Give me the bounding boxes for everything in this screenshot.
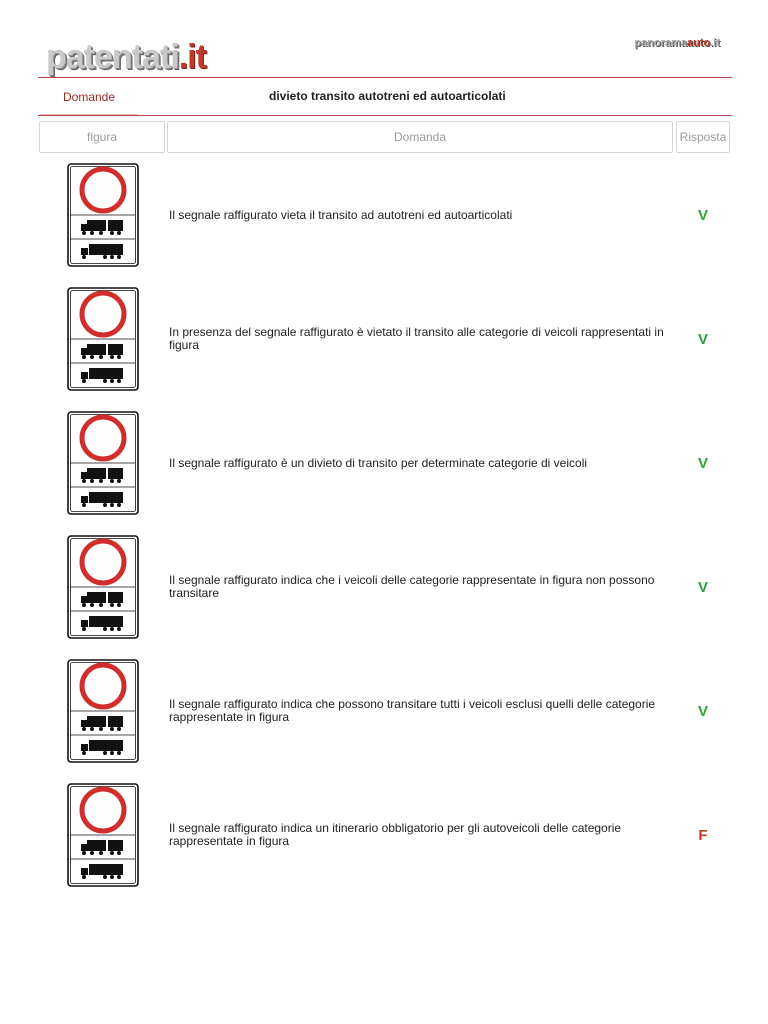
table-row (0, 411, 768, 515)
table-row (0, 535, 768, 639)
answer-value: V (697, 578, 708, 596)
table-row (0, 659, 768, 763)
column-header-question: Domanda (167, 121, 673, 153)
answer-value: F (698, 826, 708, 844)
tab-domande[interactable]: Domande (40, 80, 138, 116)
answer-value: V (697, 702, 708, 720)
no-transit-trucks-sign-icon (67, 287, 139, 391)
no-transit-trucks-sign-icon (67, 411, 139, 515)
patentati-logo[interactable] (46, 38, 206, 77)
question-text: In presenza del segnale raffigurato è vietato il transito alle categorie di veicoli rappresentati in figura (169, 325, 664, 352)
answer-value: V (697, 206, 708, 224)
logo-main: patentati (46, 38, 179, 76)
partner-suffix: .it (710, 37, 720, 49)
question-text: Il segnale raffigurato indica che possono transitare tutti i veicoli esclusi quelli delle categorie rappresentate in figura (169, 697, 656, 724)
no-transit-trucks-sign-icon (67, 163, 139, 267)
table-row (0, 783, 768, 887)
table-row (0, 163, 768, 267)
answer-value: V (697, 454, 708, 472)
no-transit-trucks-sign-icon (67, 783, 139, 887)
question-text: Il segnale raffigurato indica che i veicoli delle categorie rappresentate in figura non possono transitare (169, 573, 655, 600)
no-transit-trucks-sign-icon (67, 535, 139, 639)
table-row (0, 287, 768, 391)
partner-main: panorama (634, 37, 687, 49)
partner-accent: auto (686, 37, 711, 49)
title-divider (38, 115, 732, 116)
question-text: Il segnale raffigurato è un divieto di transito per determinate categorie di veicoli (169, 455, 588, 470)
header-divider (38, 77, 732, 78)
logo-suffix: .it (178, 38, 206, 76)
question-text: Il segnale raffigurato vieta il transito ad autotreni ed autoarticolati (169, 207, 513, 222)
question-text: Il segnale raffigurato indica un itinerario obbligatorio per gli autoveicoli delle categorie rappresentate in figura (169, 821, 622, 848)
no-transit-trucks-sign-icon (67, 659, 139, 763)
answer-value: V (697, 330, 708, 348)
panoramauto-logo[interactable] (634, 37, 720, 49)
column-header-answer: Risposta (676, 121, 730, 153)
column-header-figure: figura (39, 121, 165, 153)
page-title: divieto transito autotreni ed autoarticolati (269, 89, 506, 103)
